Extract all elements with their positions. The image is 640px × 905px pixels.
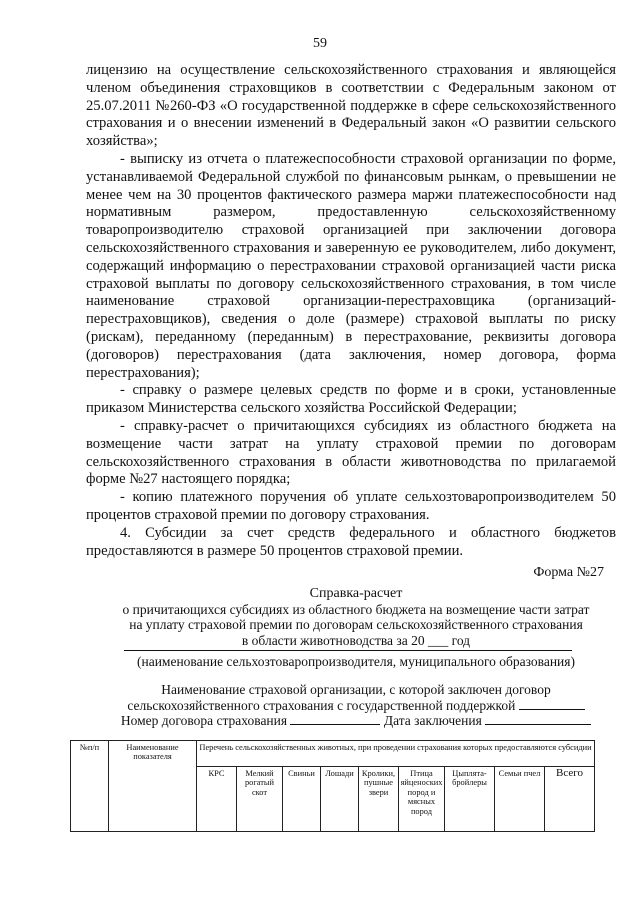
form-number: Форма №27: [533, 565, 604, 580]
table-header-horses: Лошади: [321, 767, 359, 832]
table-header-bee-colonies: Семьи пчел: [495, 767, 545, 832]
table-header-number: №п/п: [71, 741, 109, 832]
form-title: Справка-расчет: [309, 586, 403, 601]
body-text: [86, 62, 616, 560]
page-number: 59: [313, 36, 327, 51]
paragraph-payment-order: - копию платежного поручения об уплате сельхозтоваропроизводителем 50 процентов страховой премии по договору страхования.: [86, 489, 616, 523]
form-subtitle-line-1: о причитающихся субсидиях из областного бюджета на возмещение части затрат: [122, 601, 590, 617]
table-header-pigs: Свиньи: [283, 767, 321, 832]
table-header-total: Всего: [545, 767, 595, 832]
form-header: [86, 586, 626, 648]
insurer-block: [86, 682, 626, 729]
contract-date-field[interactable]: [485, 713, 591, 725]
producer-name-caption: (наименование сельхозтоваропроизводителя, муниципального образования): [136, 654, 575, 669]
insurer-name-field[interactable]: [519, 698, 585, 710]
producer-name-field[interactable]: [124, 650, 572, 651]
insurer-label-line-2: сельскохозяйственного страхования с государственной поддержкой: [127, 697, 516, 713]
table-header-broilers: Цыплята-бройлеры: [445, 767, 495, 832]
paragraph-target-funds: - справку о размере целевых средств по форме и в сроки, установленные приказом Министерства сельского хозяйства Российской Федерации;: [86, 382, 616, 417]
paragraph-license: лицензию на осуществление сельскохозяйственного страхования и являющейся членом объединения страховщиков в соответствии с Федеральным законом от 25.07.2011 №260-ФЗ «О государственной поддержке в сфере сельскохозяйственного страхования и о внесении изменений в Федеральный закон «О развитии сельского хозяйства»;: [86, 62, 616, 150]
insurer-label-line-1: Наименование страховой организации, с которой заключен договор: [161, 682, 551, 697]
contract-date-label: Дата заключения: [383, 713, 482, 728]
form-subtitle-line-2: на уплату страховой премии по договорам сельскохозяйственного страхования: [129, 617, 583, 632]
contract-number-field[interactable]: [290, 713, 380, 725]
table-header-cattle: КРС: [197, 767, 237, 832]
paragraph-subsidy-calculation: - справку-расчет о причитающихся субсидиях из областного бюджета на возмещение части затрат на уплату страховой премии по договорам сельскохозяйственного страхования в области животноводства по прилагаемой форме №27 настоящего порядка;: [86, 417, 616, 488]
form-subtitle-line-3: в области животноводства за 20 ___ год: [241, 632, 471, 648]
subsidy-table: [70, 740, 595, 832]
table-header-indicator: Наименование показателя: [109, 741, 197, 832]
table-header-small-cattle: Мелкий рогатый скот: [237, 767, 283, 832]
table-header-poultry: Птица яйценоских пород и мясных пород: [399, 767, 445, 832]
paragraph-solvency-report: - выписку из отчета о платежеспособности страховой организации по форме, устанавливаемой Федеральной службой по финансовым рынкам, о превышении не менее чем на 30 процентов фактического размера маржи платежеспособности над нормативным размером, предоставленную сельскохозяйственному товаропроизводителю страховой организацией при заключении договора сельскохозяйственного страхования и заверенную ее руководителем, либо документ, содержащий информацию о перестраховании страховой организацией части риска страховой выплаты по договору сельскохозяйственного страхования, в том числе наименование страховой организации-перестраховщика (организаций-перестраховщиков), сведения о доле (размере) страховой выплаты по риску (рискам), переданному (переданным) в перестрахование, реквизиты договора (договоров) перестрахования (дата заключения, номер договора, форма перестрахования);: [86, 150, 616, 381]
table-header-animal-list: Перечень сельскохозяйственных животных, при проведении страхования которых предоставляются субсидии: [197, 741, 595, 767]
table-header-rabbits: Кролики, пушные звери: [359, 767, 399, 832]
paragraph-subsidy-size: 4. Субсидии за счет средств федерального и областного бюджетов предоставляются в размере 50 процентов страховой премии.: [86, 524, 616, 559]
contract-number-label: Номер договора страхования: [120, 713, 288, 728]
